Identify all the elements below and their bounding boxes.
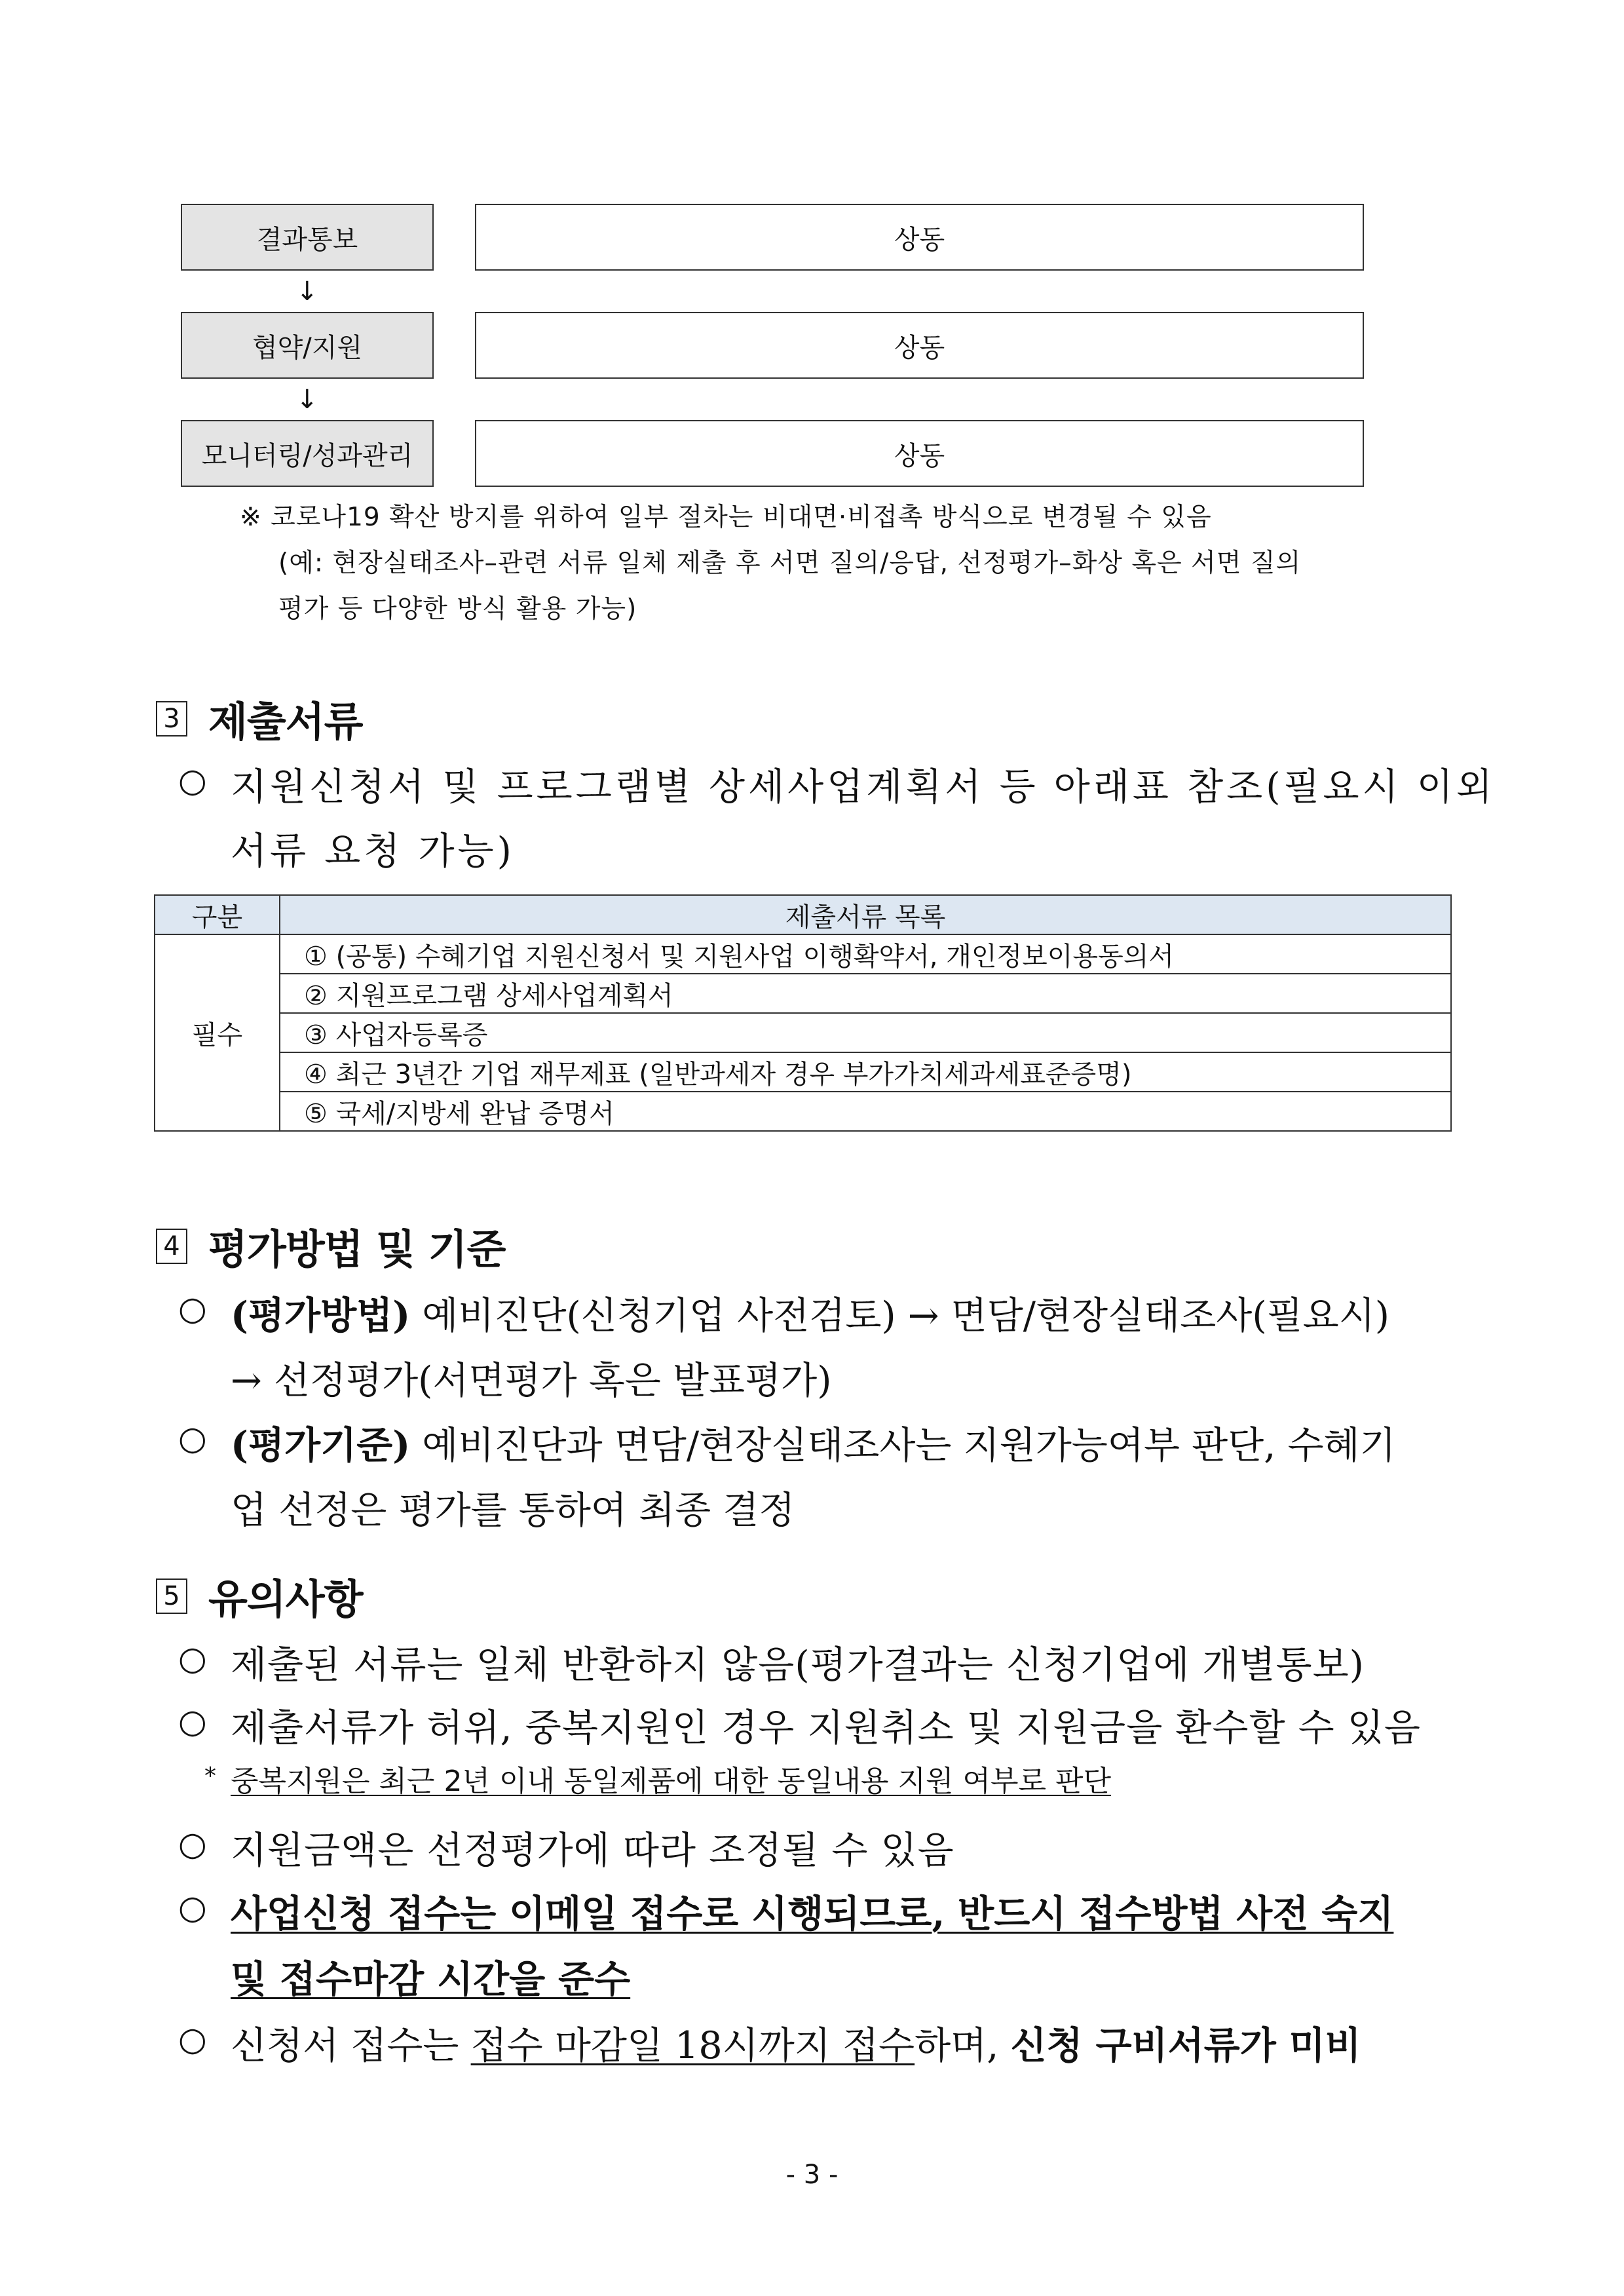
table-item-cell: ③ 사업자등록증 <box>280 1013 1451 1052</box>
body-text: 업 선정은 평가를 통하여 최종 결정 <box>231 1489 795 1532</box>
label-evaluation-criteria: (평가기준) <box>231 1423 411 1467</box>
footnote-text: 중복지원은 최근 2년 이내 동일제품에 대한 동일내용 지원 여부로 판단 <box>231 1765 1111 1798</box>
note-line: 평가 등 다양한 방식 활용 가능) <box>278 594 637 624</box>
label-evaluation-method: (평가방법) <box>231 1293 411 1337</box>
body-text-span: 하며, <box>915 2024 1011 2067</box>
table-row <box>155 1092 1451 1131</box>
flow-step-label: 모니터링/성과관리 <box>181 420 434 487</box>
flow-step-desc: 상동 <box>475 204 1364 271</box>
body-text-span: 신청서 접수는 <box>231 2024 471 2067</box>
section-heading <box>156 689 363 748</box>
body-text-span: 예비진단(신청기업 사전검토) → 면담/현장실태조사(필요시) <box>410 1294 1390 1337</box>
flow-step-desc: 상동 <box>475 312 1364 379</box>
table-header-cell: 제출서류 목록 <box>280 895 1451 934</box>
section-heading <box>156 1217 505 1275</box>
flow-step-label: 협약/지원 <box>181 312 434 379</box>
table-row <box>155 934 1451 974</box>
table-item-cell: ④ 최근 3년간 기업 재무제표 (일반과세자 경우 부가가치세과세표준증명) <box>280 1052 1451 1092</box>
body-text-span: 예비진단과 면담/현장실태조사는 지원가능여부 판단, 수혜기 <box>410 1424 1396 1467</box>
footnote-mark: * <box>204 1763 216 1789</box>
body-text-emphasis: 사업신청 접수는 이메일 접수로 시행되므로, 반드시 접수방법 사전 숙지 <box>231 1892 1394 1936</box>
flow-step-desc: 상동 <box>475 420 1364 487</box>
section-title: 유의사항 <box>208 1575 363 1623</box>
table-item-cell: ⑤ 국세/지방세 완납 증명서 <box>280 1092 1451 1131</box>
body-text: 지원신청서 및 프로그램별 상세사업계획서 등 아래표 참조(필요시 이외 <box>231 765 1496 809</box>
body-text <box>231 1415 1396 1469</box>
flow-arrow: ↓ <box>296 277 318 307</box>
body-text: 제출서류가 허위, 중복지원인 경우 지원취소 및 지원금을 환수할 수 있음 <box>231 1706 1421 1750</box>
section-title: 평가방법 및 기준 <box>208 1225 506 1273</box>
section-number: 4 <box>156 1229 187 1264</box>
note-line: ※ 코로나19 확산 방지를 위하여 일부 절차는 비대면·비접촉 방식으로 변경될 수 있음 <box>240 503 1212 532</box>
bullet-icon: ○ <box>178 761 207 799</box>
body-text <box>231 2016 1361 2069</box>
bullet-icon: ○ <box>178 1888 207 1926</box>
section-title: 제출서류 <box>208 698 363 746</box>
documents-table <box>154 894 1452 1132</box>
table-header-cell: 구분 <box>155 895 280 934</box>
flow-step-label: 결과통보 <box>181 204 434 271</box>
table-category-cell: 필수 <box>155 934 280 1131</box>
body-text-underlined: 접수 마감일 18시까지 접수 <box>470 2024 915 2067</box>
bullet-icon: ○ <box>178 2020 207 2058</box>
bullet-icon: ○ <box>178 1290 207 1328</box>
body-text: → 선정평가(서면평가 혹은 발표평가) <box>231 1359 832 1402</box>
body-text <box>231 1286 1389 1339</box>
table-row <box>155 1013 1451 1052</box>
bullet-icon: ○ <box>178 1702 207 1740</box>
note-line: (예: 현장실태조사–관련 서류 일체 제출 후 서면 질의/응답, 선정평가–화상 혹은 서면 질의 <box>278 548 1302 578</box>
bullet-icon: ○ <box>178 1639 207 1677</box>
section-number: 5 <box>156 1578 187 1614</box>
section-number: 3 <box>156 701 187 737</box>
body-text: 제출된 서류는 일체 반환하지 않음(평가결과는 신청기업에 개별통보) <box>231 1643 1365 1687</box>
body-text: 지원금액은 선정평가에 따라 조정될 수 있음 <box>231 1829 954 1872</box>
page-number: - 3 - <box>785 2160 839 2190</box>
table-item-cell: ② 지원프로그램 상세사업계획서 <box>280 974 1451 1013</box>
flow-arrow: ↓ <box>296 385 318 415</box>
bullet-icon: ○ <box>178 1825 207 1863</box>
table-row <box>155 974 1451 1013</box>
body-text: 서류 요청 가능) <box>231 830 515 873</box>
body-text-emphasis: 및 접수마감 시간을 준수 <box>231 1957 631 2001</box>
table-row <box>155 1052 1451 1092</box>
table-item-cell: ① (공통) 수혜기업 지원신청서 및 지원사업 이행확약서, 개인정보이용동의서 <box>280 934 1451 974</box>
body-text-bold: 신청 구비서류가 미비 <box>1010 2023 1361 2067</box>
section-heading <box>156 1567 363 1625</box>
bullet-icon: ○ <box>178 1419 207 1457</box>
table-header-row <box>155 895 1451 934</box>
